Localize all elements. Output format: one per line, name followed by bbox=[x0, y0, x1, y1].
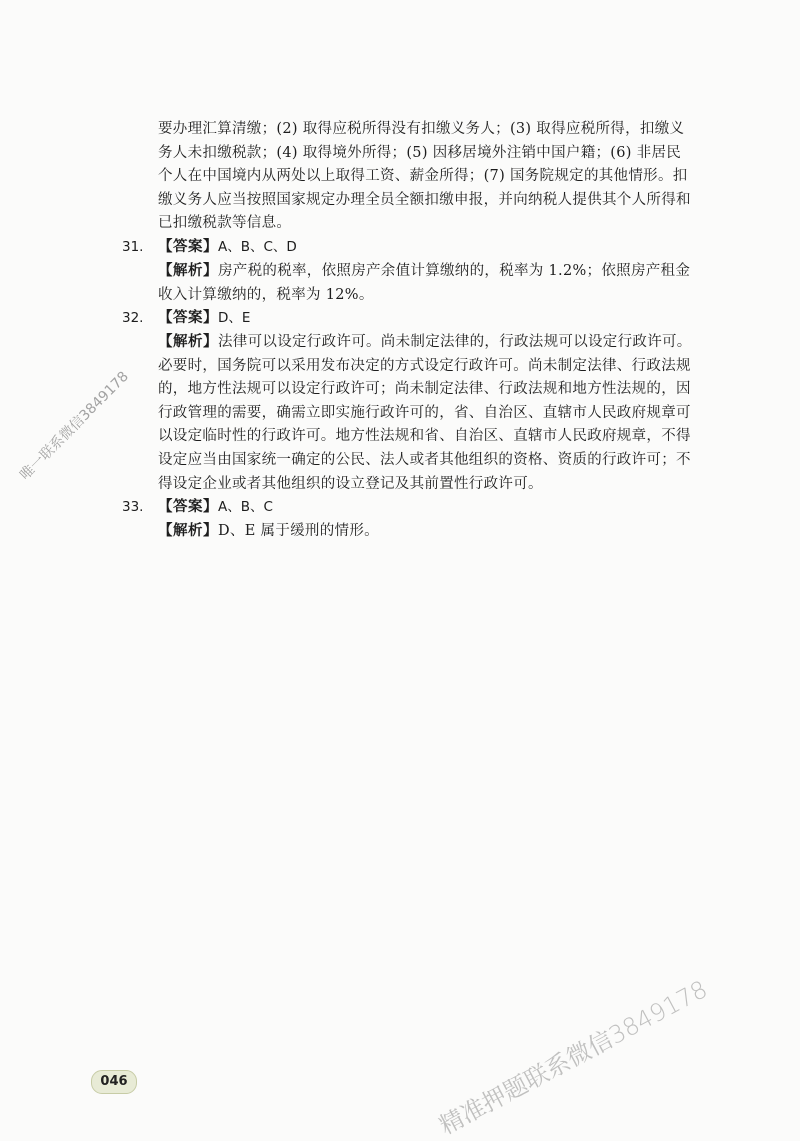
explanation-line: 必要时，国务院可以采用发布决定的方式设定行政许可。尚未制定法律、行政法规 bbox=[158, 357, 691, 374]
answer-tag: 【答案】 bbox=[158, 499, 218, 515]
intro-line: 已扣缴税款等信息。 bbox=[158, 215, 292, 232]
explanation-line: 得设定企业或者其他组织的设立登记及其前置性行政许可。 bbox=[158, 475, 543, 492]
explanation-tag: 【解析】 bbox=[158, 334, 218, 350]
explanation-line: 房产税的税率，依照房产余值计算缴纳的，税率为 1.2%；依照房产租金 bbox=[218, 263, 691, 279]
explanation-tag: 【解析】 bbox=[158, 523, 218, 539]
explanation-line: 收入计算缴纳的，税率为 12%。 bbox=[158, 286, 374, 303]
explanation-line: 法律可以设定行政许可。尚未制定法律的，行政法规可以设定行政许可。 bbox=[218, 334, 692, 350]
intro-line: 要办理汇算清缴；(2) 取得应税所得没有扣缴义务人；(3) 取得应税所得，扣缴义 bbox=[158, 121, 685, 137]
answer-value: A、B、C bbox=[218, 499, 273, 515]
answer-item-31 bbox=[122, 236, 728, 260]
answer-item-32 bbox=[122, 307, 728, 331]
explanation-line: D、E 属于缓刑的情形。 bbox=[218, 523, 379, 539]
explanation-line: 设定应当由国家统一确定的公民、法人或者其他组织的资格、资质的行政许可；不 bbox=[158, 451, 691, 468]
intro-line: 个人在中国境内从两处以上取得工资、薪金所得；(7) 国务院规定的其他情形。扣 bbox=[158, 168, 688, 185]
explanation-line: 行政管理的需要，确需立即实施行政许可的，省、自治区、直辖市人民政府规章可 bbox=[158, 404, 691, 421]
intro-line: 务人未扣缴税款；(4) 取得境外所得；(5) 因移居境外注销中国户籍；(6) 非居民 bbox=[158, 144, 682, 161]
answer-item-33 bbox=[122, 496, 728, 520]
watermark-bottom: 精准押题联系微信3849178 bbox=[434, 974, 712, 1141]
explanation-line: 以设定临时性的行政许可。地方性法规和省、自治区、直辖市人民政府规章，不得 bbox=[158, 428, 691, 445]
answer-value: D、E bbox=[218, 310, 251, 326]
page-number-badge: 046 bbox=[91, 1070, 137, 1094]
item-number: 33. bbox=[122, 499, 144, 515]
explanation-33 bbox=[158, 520, 728, 544]
intro-line: 缴义务人应当按照国家规定办理全员全额扣缴申报，并向纳税人提供其个人所得和 bbox=[158, 191, 691, 208]
answer-tag: 【答案】 bbox=[158, 310, 218, 326]
answer-value: A、B、C、D bbox=[218, 239, 297, 255]
watermark-left: 唯一联系微信3849178 bbox=[17, 368, 132, 484]
explanation-tag: 【解析】 bbox=[158, 263, 218, 279]
explanation-31 bbox=[158, 260, 728, 307]
item-number: 31. bbox=[122, 239, 144, 255]
intro-paragraph bbox=[158, 118, 728, 236]
explanation-line: 的，地方性法规可以设定行政许可；尚未制定法律、行政法规和地方性法规的，因 bbox=[158, 381, 691, 398]
answer-tag: 【答案】 bbox=[158, 239, 218, 255]
item-number: 32. bbox=[122, 310, 144, 326]
explanation-32 bbox=[158, 331, 728, 496]
